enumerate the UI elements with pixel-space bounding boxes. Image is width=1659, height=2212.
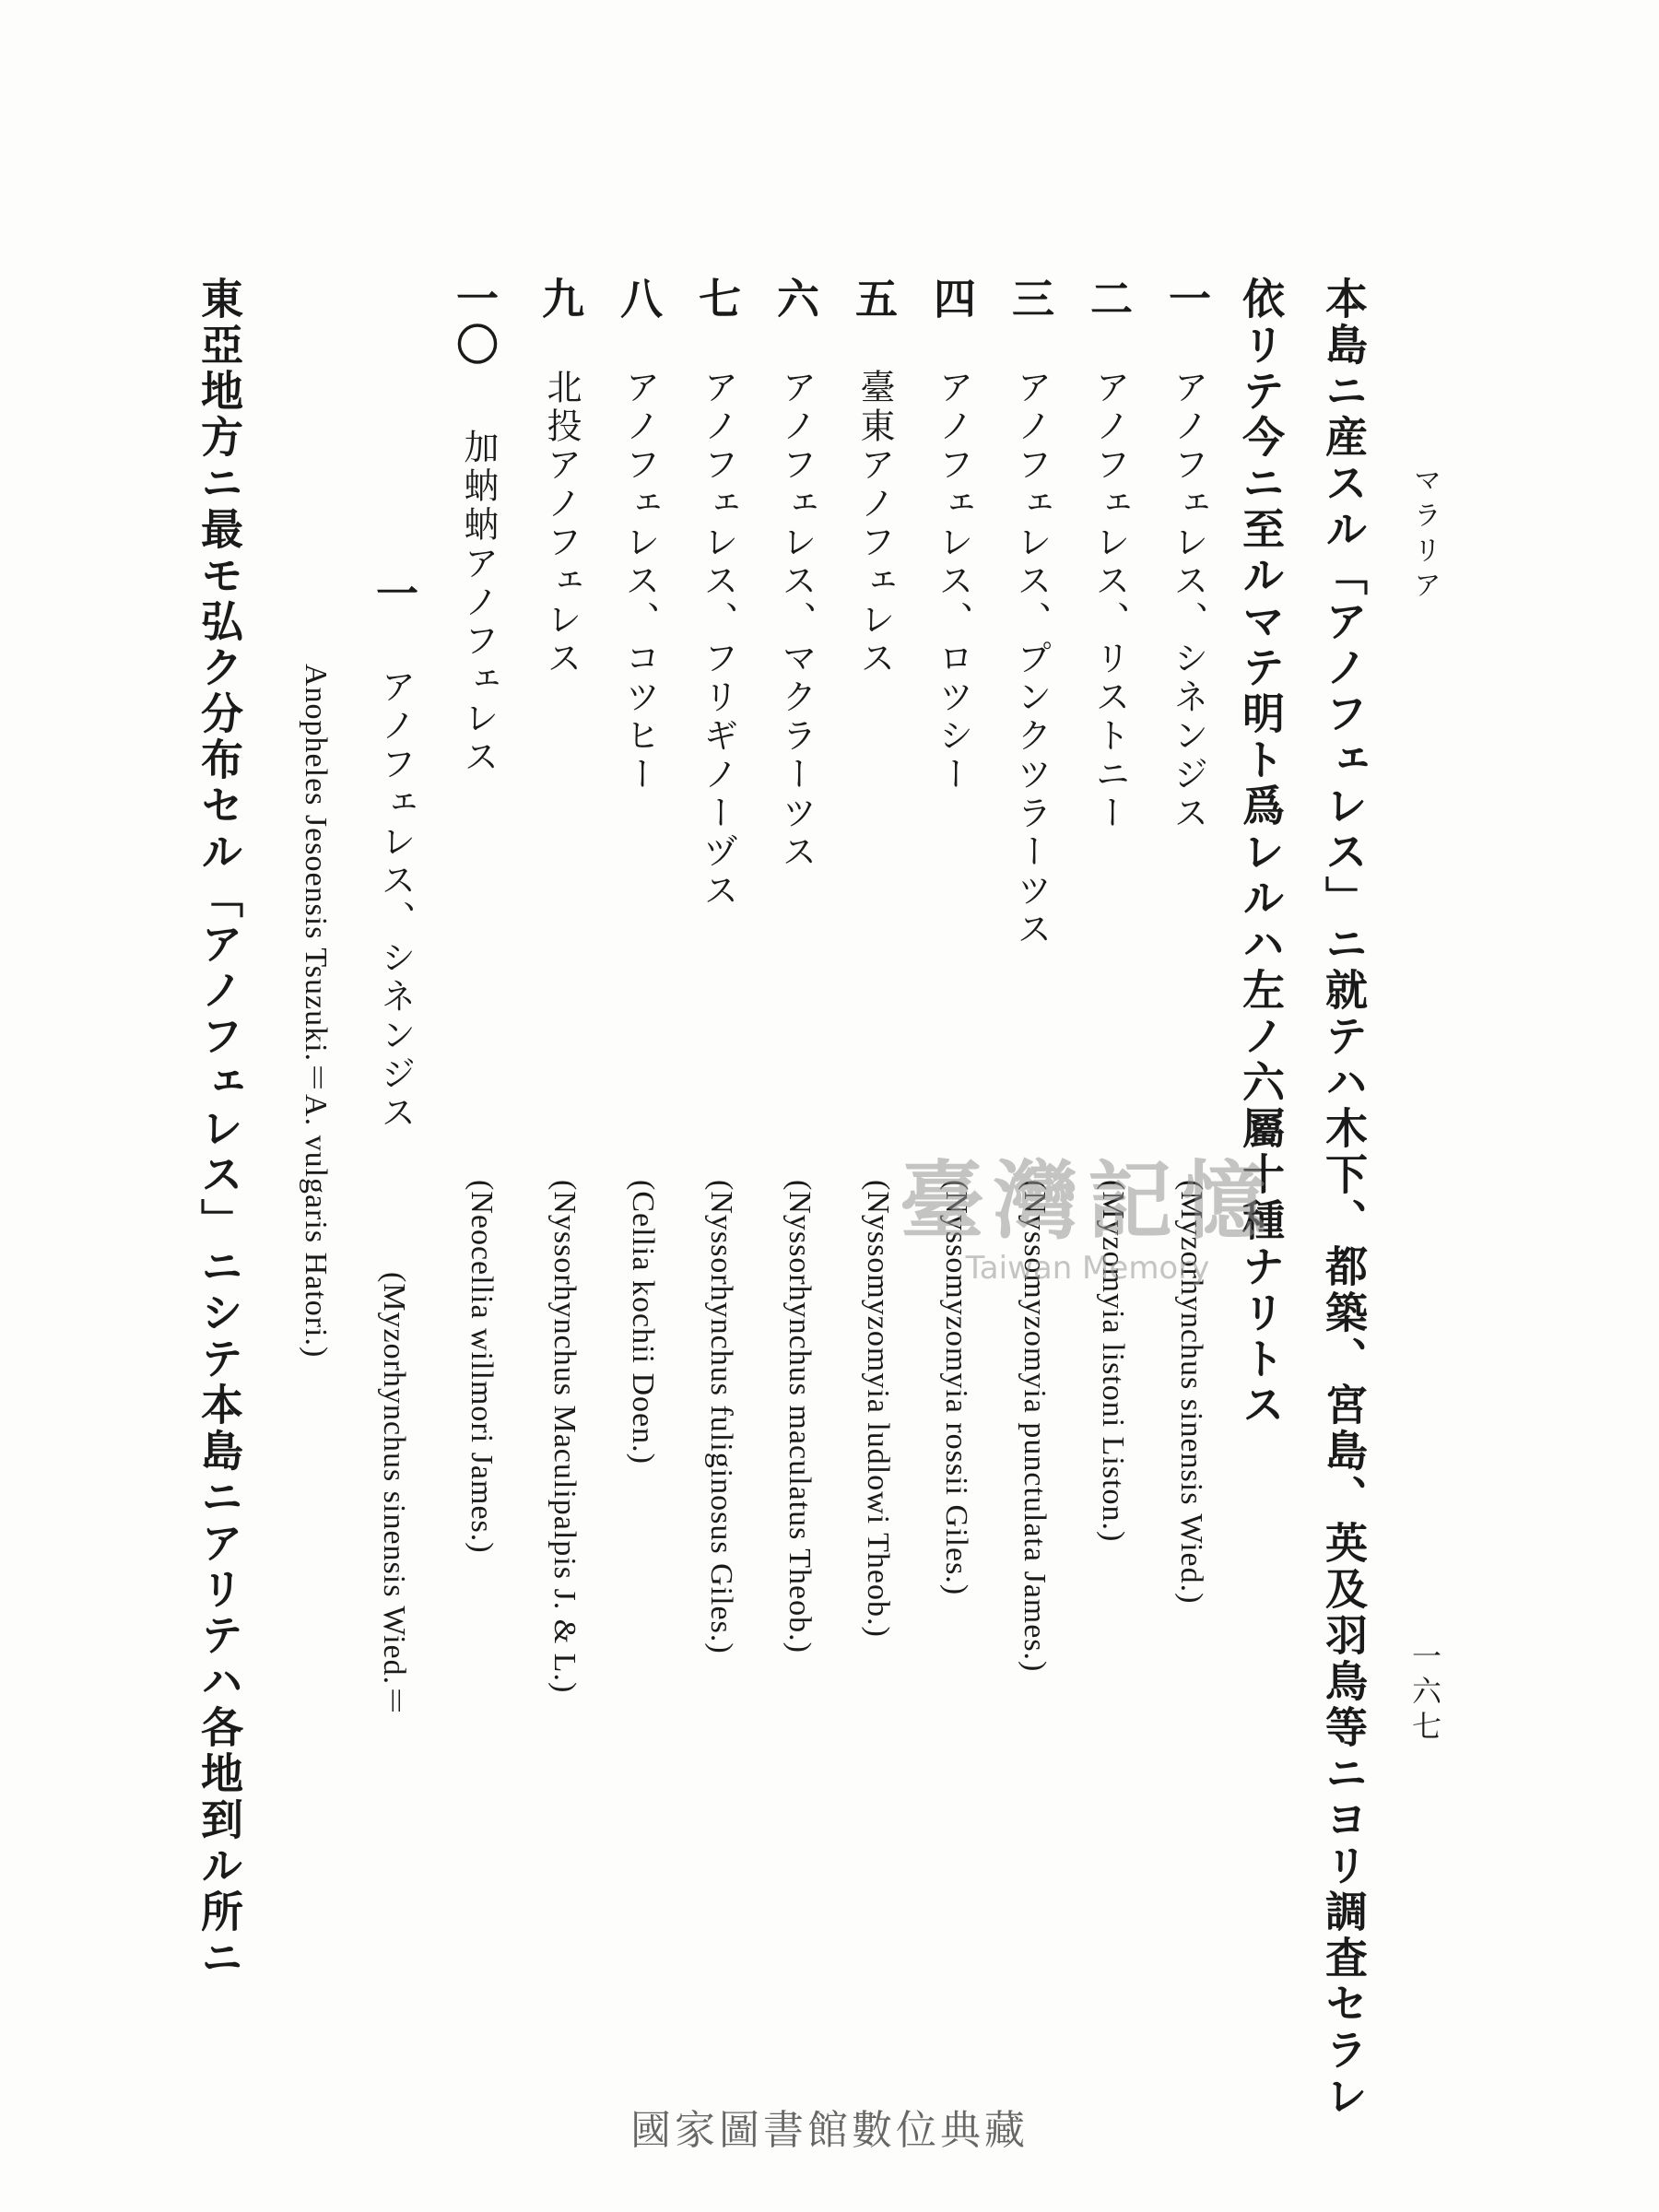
intro-line-2: 依リテ今ニ至ルマテ明ト爲レルハ左ノ六屬十種ナリトス xyxy=(1236,276,1286,1429)
species-number: 八 xyxy=(614,276,664,323)
species-number: 三 xyxy=(1006,276,1055,323)
species-latin: (Nyssomyzomyia punctulata James.) xyxy=(1018,1180,1052,1673)
species-number: 九 xyxy=(535,276,585,323)
species-number: 六 xyxy=(771,276,820,323)
species-number: 七 xyxy=(692,276,742,323)
species-latin: (Nyssorhynchus Maculipalpis J. & L.) xyxy=(547,1180,582,1694)
species-name: アノフェレス、プンクツラーツス xyxy=(1011,369,1052,949)
species-name: 北投アノフェレス xyxy=(541,369,582,678)
species-latin: (Myzorhynchus sinensis Wied.) xyxy=(1174,1180,1208,1605)
species-number: 一〇 xyxy=(450,276,500,369)
page-number: 一六七 xyxy=(1407,1641,1442,1746)
species-name: 臺東アノフェレス xyxy=(854,369,895,678)
closing-line-1: 東亞地方ニ最モ弘ク分布セル「アノフェレス」ニシテ本島ニアリテハ各地到ル所ニ xyxy=(194,276,244,1982)
watermark-title: 臺灣記憶 xyxy=(899,1152,1276,1251)
species-number: 五 xyxy=(849,276,899,323)
section-synonym: Anopheles Jesoensis Tsuzuki.＝A. vulgaris Hatori.) xyxy=(299,664,333,1359)
species-name: アノフェレス、リストニー xyxy=(1089,369,1130,833)
species-number: 一 xyxy=(1162,276,1212,323)
running-title: マラリア xyxy=(1408,465,1441,606)
species-latin: (Nyssorhynchus fuliginosus Giles.) xyxy=(704,1180,738,1654)
species-name: アノフェレス、フリギノーヅス xyxy=(698,369,738,911)
species-latin: (Nyssorhynchus maculatus Theob.) xyxy=(782,1180,817,1653)
species-name: アノフェレス、マクラーツス xyxy=(776,369,817,872)
species-latin: (Nyssomyzomyia rossii Giles.) xyxy=(939,1180,973,1596)
section-species-name: アノフェレス、シネンジス xyxy=(375,668,416,1133)
species-name: アノフェレス、ロツシー xyxy=(933,369,973,794)
species-name: アノフェレス、コツヒー xyxy=(619,369,660,794)
watermark-subtitle: Taiwan Memory xyxy=(965,1250,1210,1287)
species-name: アノフェレス、シネンジス xyxy=(1168,369,1208,833)
species-latin: (Neocellia willmori James.) xyxy=(465,1180,499,1554)
section-number: 一 xyxy=(370,571,419,618)
species-name: 加蚋蚋アノフェレス xyxy=(458,429,499,777)
species-number: 二 xyxy=(1084,276,1134,323)
species-latin: (Nyssomyzomyia ludlowi Theob.) xyxy=(861,1180,895,1638)
footer-credit: 國家圖書館數位典藏 xyxy=(630,2107,1029,2154)
intro-line-1: 本島ニ産スル「アノフェレス」ニ就テハ木下、都築、宮島、英及羽鳥等ニヨリ調査セラレ xyxy=(1319,276,1369,2120)
section-latin: (Myzorhynchus sinensis Wied.＝ xyxy=(377,1272,411,1718)
species-latin: (Cellia kochii Doen.) xyxy=(626,1180,660,1465)
species-latin: (Myzomyia listoni Liston.) xyxy=(1096,1180,1130,1543)
species-number: 四 xyxy=(927,276,977,323)
